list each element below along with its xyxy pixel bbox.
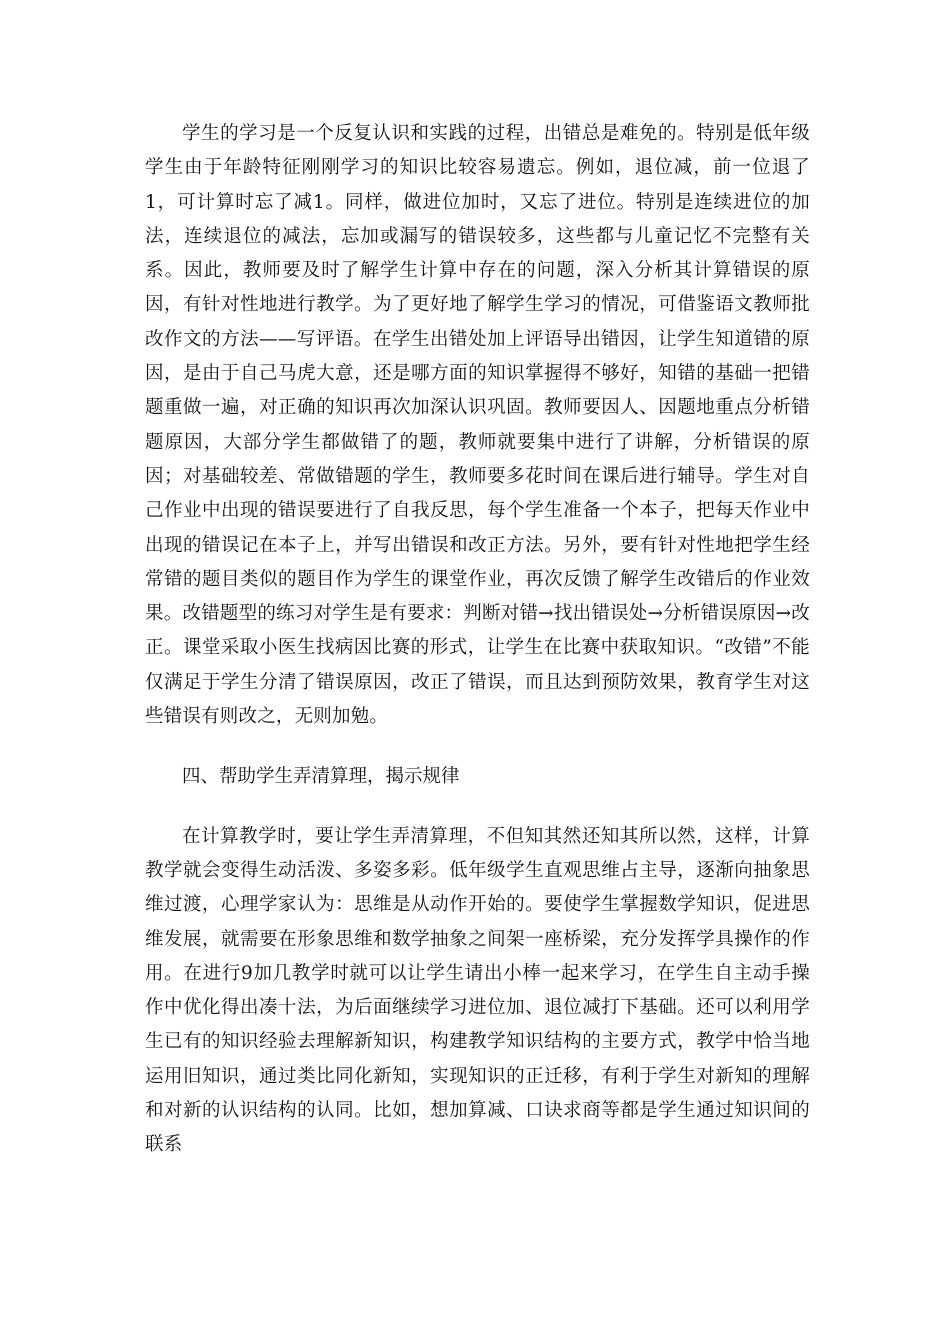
body-paragraph: 在计算教学时，要让学生弄清算理，不但知其然还知其所以然，这样，计算教学就会变得生动活泼、多姿多彩。低年级学生直观思维占主导，逐渐向抽象思维过渡，心理学家认为：思维是从动作开始的。要使学生掌握数学知识，促进思维发展，就需要在形象思维和数学抽象之间架一座桥梁，充分发挥学具操作的作用。在进行9加几教学时就可以让学生请出小棒一起来学习，在学生自主动手操作中优化得出凑十法，为后面继续学习进位加、退位减打下基础。还可以利用学生已有的知识经验去理解新知识，构建教学知识结构的主要方式，教学中恰当地运用旧知识，通过类比同化新知，实现知识的正迁移，有利于学生对新知的理解和对新的认识结构的认同。比如，想加算减、口诀求商等都是学生通过知识间的联系 [145, 825, 810, 1156]
section-heading: 四、帮助学生弄清算理，揭示规律 [182, 766, 460, 788]
body-paragraph: 学生的学习是一个反复认识和实践的过程，出错总是难免的。特别是低年级学生由于年龄特征刚刚学习的知识比较容易遗忘。例如，退位减，前一位退了1，可计算时忘了减1。同样，做进位加时，又忘了进位。特别是连续进位的加法，连续退位的减法，忘加或漏写的错误较多，这些都与儿童记忆不完整有关系。因此，教师要及时了解学生计算中存在的问题，深入分析其计算错误的原因，有针对性地进行教学。为了更好地了解学生学习的情况，可借鉴语文教师批改作文的方法——写评语。在学生出错处加上评语导出错因，让学生知道错的原因，是由于自己马虎大意，还是哪方面的知识掌握得不够好，知错的基础一把错题重做一遍，对正确的知识再次加深认识巩固。教师要因人、因题地重点分析错题原因，大部分学生都做错了的题，教师就要集中进行了讲解，分析错误的原因；对基础较差、常做错题的学生，教师要多花时间在课后进行辅导。学生对自己作业中出现的错误要进行了自我反思，每个学生准备一个本子，把每天作业中出现的错误记在本子上，并写出错误和改正方法。另外，要有针对性地把学生经常错的题目类似的题目作为学生的课堂作业，再次反馈了解学生改错后的作业效果。改错题型的练习对学生是有要求：判断对错→找出错误处→分析错误原因→改正。课堂采取小医生找病因比赛的形式，让学生在比赛中获取知识。“改错”不能仅满足于学生分清了错误原因，改正了错误，而且达到预防效果，教育学生对这些错误有则改之，无则加勉。 [145, 123, 810, 728]
document-body [145, 117, 810, 1163]
